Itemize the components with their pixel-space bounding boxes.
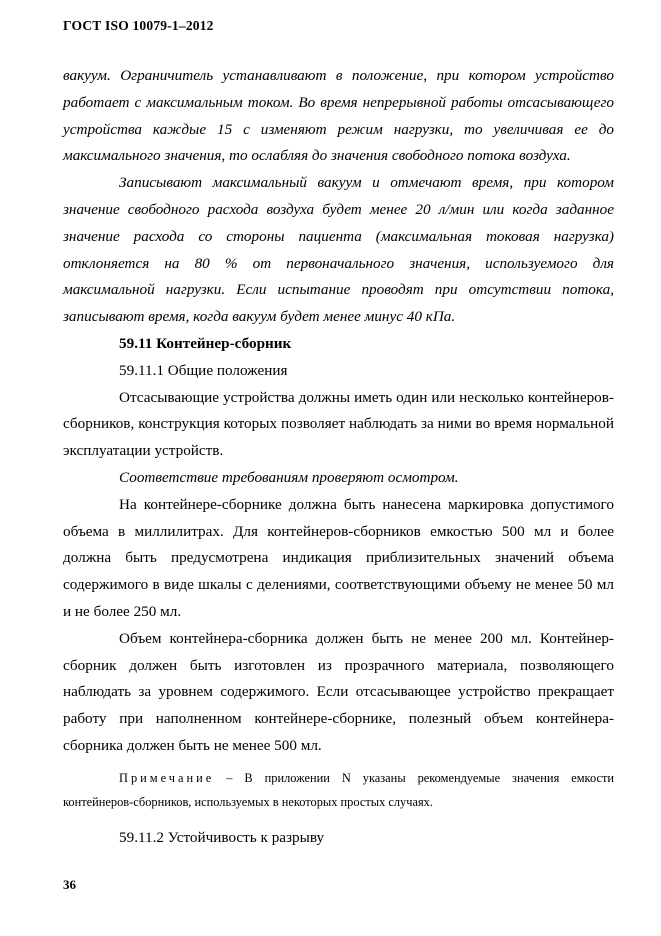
note-text: – В приложении N указаны рекомендуемые значения емкости контейнеров-сборников, используемых в некоторых простых случаях. — [63, 770, 614, 809]
paragraph-compliance: Соответствие требованиям проверяют осмотром. — [119, 468, 459, 486]
paragraph-record-vacuum: Записывают максимальный вакуум и отмечают время, при котором значение свободного расхода воздуха будет менее 20 л/мин или когда заданное значение расхода со стороны пациента (максимальная токовая нагрузка) отклоняется на 80 % от первоначального значения, используемого для максимальной нагрузки. Если испытание проводят при отсутствии потока, записывают время, когда вакуум будет менее минус 40 кПа. — [63, 174, 614, 326]
subsection-heading-59-11-1: 59.11.1 Общие положения — [119, 361, 288, 379]
page-content — [63, 63, 614, 852]
paragraph-marking: На контейнере-сборнике должна быть нанесена маркировка допустимого объема в миллилитрах. Для контейнеров-сборников емкостью 500 мл и более должна быть предусмотрена индикация приблизительных значений объема содержимого в виде шкалы с делениями, соответствующими объему не менее 50 мл и не более 250 мл. — [63, 495, 614, 620]
paragraph-volume: Объем контейнера-сборника должен быть не менее 200 мл. Контейнер-сборник должен быть изготовлен из прозрачного материала, позволяющего наблюдать за уровнем содержимого. Если отсасывающее устройство прекращает работу при наполненном контейнере-сборнике, полезный объем контейнера-сборника должен быть не менее 500 мл. — [63, 629, 614, 754]
page-number: 36 — [63, 877, 76, 892]
note — [63, 766, 614, 814]
section-heading-59-11: 59.11 Контейнер-сборник — [119, 334, 292, 352]
note-label: Примечание — [119, 770, 215, 785]
paragraph-containers: Отсасывающие устройства должны иметь один или несколько контейнеров-сборников, конструкция которых позволяет наблюдать за ними во время нормальной эксплуатации устройств. — [63, 388, 614, 460]
subsection-heading-59-11-2: 59.11.2 Устойчивость к разрыву — [119, 828, 325, 846]
paragraph-continuation: вакуум. Ограничитель устанавливают в положение, при котором устройство работает с максимальным током. Во время непрерывной работы отсасывающего устройства каждые 15 с изменяют режим нагрузки, то увеличивая ее до максимального значения, то ослабляя до значения свободного потока воздуха. — [63, 67, 614, 165]
document-header: ГОСТ ISO 10079-1–2012 — [63, 18, 214, 33]
